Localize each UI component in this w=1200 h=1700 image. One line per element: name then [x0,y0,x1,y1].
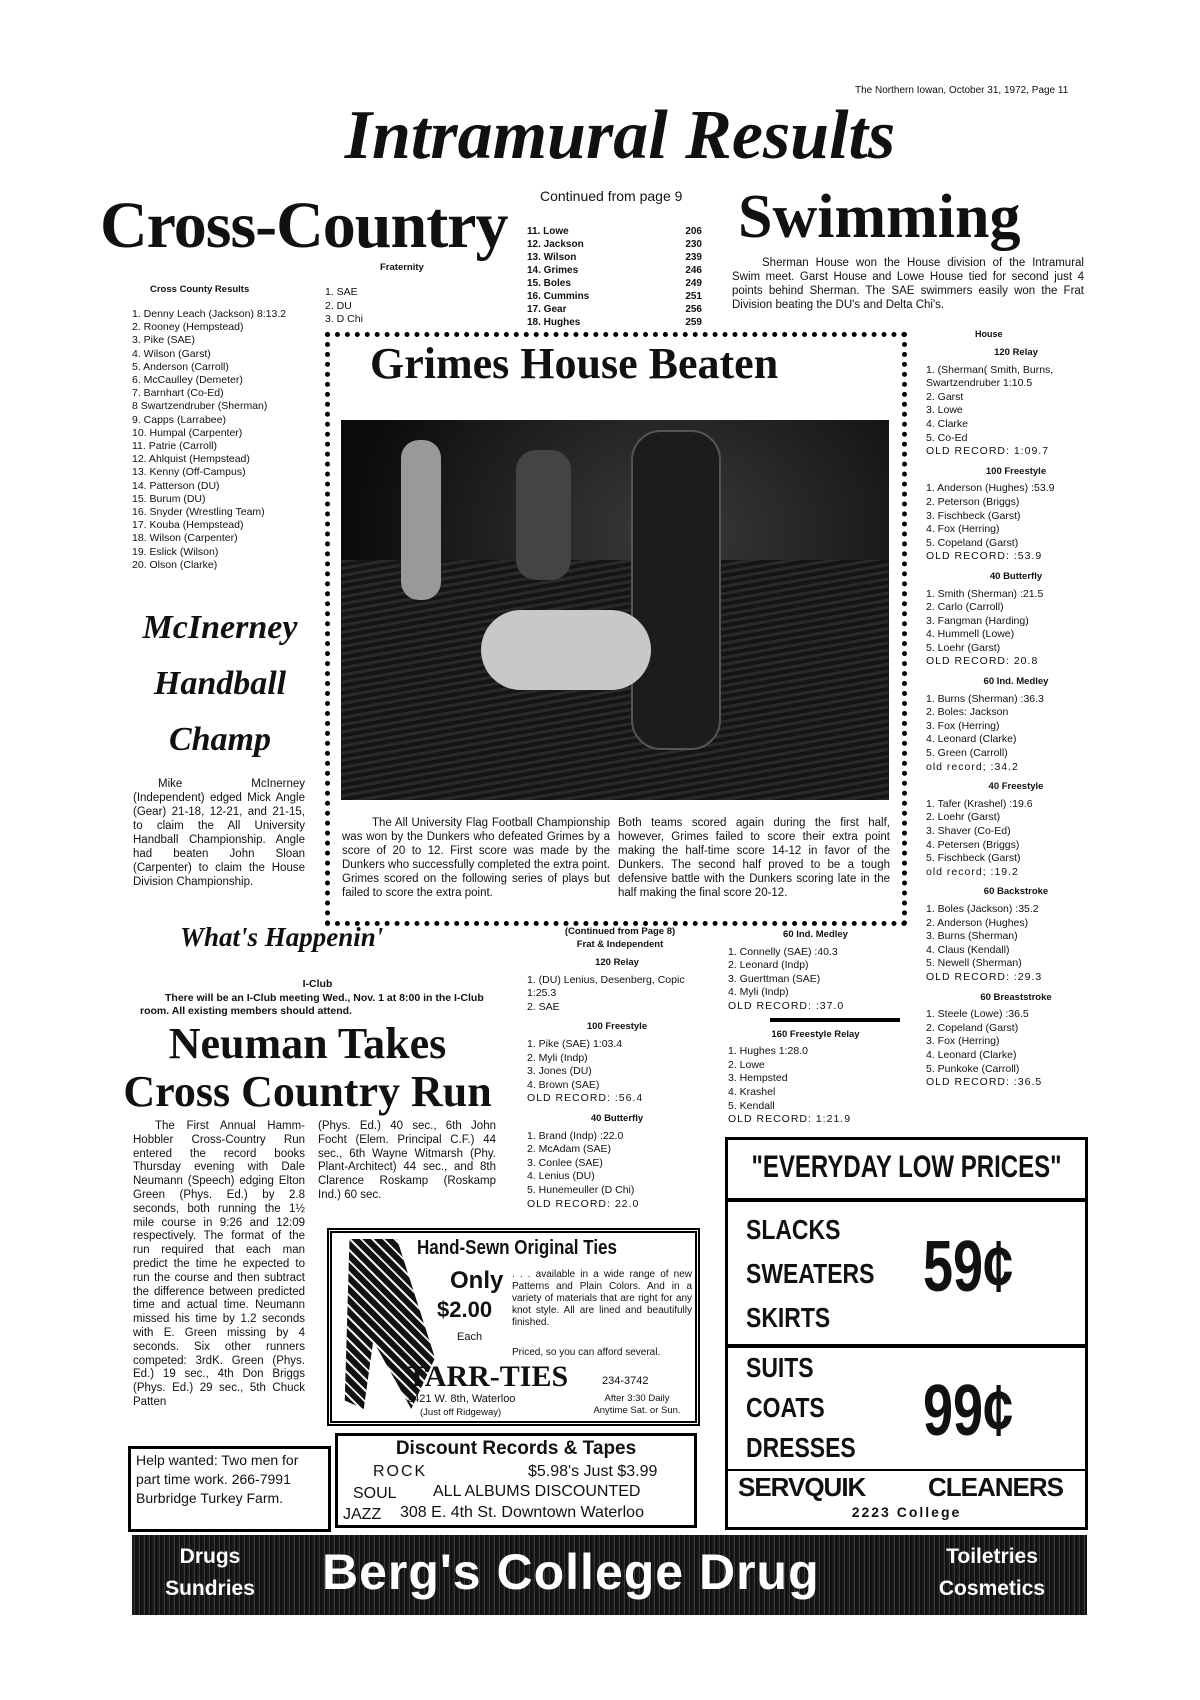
result-line: 1. Boles (Jackson) :35.2 [926,902,1039,915]
price-59: 59¢ [923,1227,1014,1307]
event-block [728,928,903,1014]
old-record: OLD RECORD: 1:21.9 [728,1113,852,1126]
fraternity-title: Fraternity [380,262,424,273]
team-cell: 17. Gear [527,304,567,315]
ties-title: Hand-Sewn Original Ties [417,1237,617,1259]
event-title: 60 Breaststroke [980,991,1052,1003]
result-line: 3. Fischbeck (Garst) [926,509,1021,522]
heading-line: Handball [153,665,287,702]
result-line: 5. Punkoke (Carroll) [926,1062,1020,1075]
team-cell: 18. Hughes [527,317,581,328]
left-line: Sundries [165,1577,255,1600]
points-cell: 246 [685,265,702,276]
records-ad [335,1433,697,1528]
points-cell: 230 [685,239,702,250]
event-title: 40 Freestyle [988,781,1044,793]
event-title: 120 Relay [595,957,639,968]
event-block [926,885,1106,984]
event-title: 40 Butterfly [590,1112,644,1124]
team-cell: 14. Grimes [527,265,579,276]
list-item: 8 Swartzendruber (Sherman) [132,400,268,413]
list-item: 2. DU [325,299,352,312]
list-item: 5. Anderson (Carroll) [132,360,229,373]
right-line: Cosmetics [938,1577,1046,1600]
hours-line: After 3:30 Daily [604,1393,670,1404]
continued-note: (Continued from Page 8) [564,926,676,937]
item: SWEATERS [746,1258,875,1289]
list-item: 13. Kenny (Off-Campus) [132,466,246,479]
old-record: OLD RECORD: :36.5 [926,1076,1043,1089]
team-cell: 11. Lowe [527,226,569,237]
points-cell: 239 [685,252,702,263]
list-item: 19. Eslick (Wilson) [132,545,219,558]
result-line: 1. Smith (Sherman) :21.5 [926,587,1044,600]
heading-line: Champ [168,721,272,758]
old-record: OLD RECORD: 22.0 [527,1197,640,1210]
neuman-col2: (Phys. Ed.) 40 sec., 6th John Focht (Elem. Principal C.F.) 44 sec., 6th Wayne Witmarsh (Phy. Plant-Architect) 44 sec., and 8th Clarence Roskamp (Roskamp Ind.) 60 sec. [318,1120,496,1201]
house-events [926,342,1106,1096]
hours-line: Anytime Sat. or Sun. [593,1405,681,1416]
list-item: 11. Patrie (Carroll) [132,440,217,453]
result-line: 5. Newell (Sherman) [926,957,1022,970]
page-title: Intramural Results [344,97,896,174]
result-line: 1. Anderson (Hughes) :53.9 [926,482,1055,495]
divider [728,1198,1085,1202]
divider [728,1469,1085,1471]
player-figure [481,610,651,690]
results-title: Cross County Results [150,284,250,295]
ties-only: Only [450,1267,504,1294]
result-line: 3. Fox (Herring) [926,719,1000,732]
heading-line: Cross Country Run [123,1067,492,1116]
table-row [527,316,702,329]
football-heading: Grimes House Beaten [370,339,779,388]
event-block [926,780,1106,879]
result-line: 5. Copeland (Garst) [926,536,1019,549]
list-item: 2. Rooney (Hempstead) [132,321,244,334]
divider [770,1018,900,1022]
result-line: 4. Lenius (DU) [527,1170,595,1183]
page-line: The Northern Iowan, October 31, 1972, Page 11 [855,85,1069,96]
result-line: 1. Brand (Indp) :22.0 [527,1129,624,1142]
football-col1: The All University Flag Football Championship was won by the Dunkers who defeated Grimes by a score of 20 to 12. First score was made by the Dunkers who successfully completed the extra point. Grimes scored on the following series of plays but failed to score the extra point. [342,817,610,899]
neuman-col1: The First Annual Hamm-Hobbler Cross-Country Run entered the record books Thursday evening with Dale Neumann (Speech) edging Elton Green (Phys. Ed.) by 2.8 seconds, both running the 1½ mile course in 9:26 and 12:09 respectively. The format of the run required that each man predict the time he expected to run the course and then subtract the difference between predicted time and actual time. Neumann missed his time by 1.2 seconds with E. Green missing by 4 seconds. Six other runners competed: 3rdK. Green (Phys. Ed.) 19 sec., 4th Don Briggs (Phys. Ed.) 29 sec., 5th Chuck Patten [133,1120,305,1408]
result-line: 3. Shaver (Co-Ed) [926,825,1011,837]
event-title: 160 Freestyle Relay [771,1028,860,1040]
event-block [527,1112,707,1211]
old-record: OLD RECORD: :37.0 [728,999,845,1012]
ties-phone: 234-3742 [602,1375,649,1387]
list-item: 16. Snyder (Wrestling Team) [132,506,265,519]
group1-items [746,1208,874,1340]
result-line: 2. Copeland (Garst) [926,1021,1019,1034]
group2-items [746,1348,856,1468]
list-item: 20. Olson (Clarke) [132,558,218,571]
cross-country-results [132,308,286,572]
list-item: 4. Wilson (Garst) [132,347,211,360]
football-photo [341,420,889,800]
old-record: old record; :19.2 [926,865,1019,878]
iclub-body: There will be an I-Club meeting Wed., Nov. 1 at 8:00 in the I-Club room. All existing members should attend. [140,992,484,1017]
frat-events [527,952,707,1217]
cleaners-name-2: CLEANERS [928,1472,1064,1502]
heading-line: McInerney [142,609,298,646]
house-title: House [975,329,1003,339]
result-line: 5. Loehr (Garst) [926,641,1001,654]
result-line: 3. Hempsted [728,1072,788,1085]
table-row [527,303,702,316]
event-block [926,675,1106,774]
cross-country-heading: Cross-Country [100,189,508,262]
price-99: 99¢ [923,1371,1014,1451]
result-line: 1. (DU) Lenius, Desenberg, Copic 1:25.3 [527,973,685,1000]
handball-body: Mike McInerney (Independent) edged Mick Angle (Gear) 21-18, 12-21, and 21-15, to claim the All University Handball Championship. Angle had beaten John Sloan (Carpenter) to claim the House Division Championship. [133,778,305,888]
result-line: 5. Kendall [728,1099,775,1112]
heading-line: Neuman Takes [168,1019,447,1068]
cleaners-address: 2223 College [851,1504,962,1520]
table-row [527,264,702,277]
cleaners-name: SERVQUIK [738,1472,866,1502]
result-line: 5. Green (Carroll) [926,747,1008,760]
swimming-heading: Swimming [738,183,1021,251]
ties-hours [577,1393,697,1417]
ties-description: . . . available in a wide range of new Patterns and Plain Colors. And in a variety of materials that are right for any knot style. All are lined and beautifully finished. [512,1269,692,1328]
result-line: 1. (Sherman( Smith, Burns, Swartzendruber 1:10.5 [926,363,1054,390]
result-line: 2. Lowe [728,1058,765,1071]
table-row [527,238,702,251]
result-line: 1. Pike (SAE) 1:03.4 [527,1037,623,1050]
player-figure [631,430,721,750]
event-title: 40 Butterfly [989,570,1043,582]
result-line: 1. Connelly (SAE) :40.3 [728,945,838,958]
ties-ad [327,1228,700,1426]
old-record: OLD RECORD: 1:09.7 [926,445,1050,458]
player-figure [516,450,571,580]
table-row [527,251,702,264]
result-line: 2. SAE [527,1000,560,1013]
genre-soul: SOUL [353,1485,397,1502]
list-item: 3. Pike (SAE) [132,334,196,347]
result-line: 2. Myli (Indp) [527,1051,588,1064]
event-title: 120 Relay [994,347,1038,358]
handball-heading [115,600,325,768]
result-line: 3. Guerttman (SAE) [728,972,821,985]
event-block [926,570,1106,669]
result-line: 2. Leonard (Indp) [728,959,809,972]
genre-jazz: JAZZ [343,1506,382,1523]
result-line: 4. Brown (SAE) [527,1078,600,1091]
list-item: 12. Ahlquist (Hempstead) [132,453,250,466]
result-line: 2. Boles: Jackson [926,706,1009,719]
points-cell: 256 [685,304,702,315]
drug-ad-banner [132,1535,1087,1615]
cleaners-ad [725,1137,1088,1530]
result-line: 4. Petersen (Briggs) [926,838,1020,851]
continued-note: Continued from page 9 [540,188,683,204]
result-line: 3. Jones (DU) [527,1065,592,1078]
team-cell: 15. Boles [527,278,571,289]
event-block [527,1020,707,1106]
list-item: 1. Denny Leach (Jackson) 8:13.2 [132,308,287,320]
event-block [926,346,1106,459]
item: SKIRTS [746,1302,831,1333]
table-row [527,225,702,238]
event-block [926,991,1106,1090]
result-line: 1. Hughes 1:28.0 [728,1045,808,1058]
old-record: old record; :34.2 [926,760,1019,773]
list-item: 15. Burum (DU) [132,492,206,505]
genre-rock: ROCK [373,1463,428,1480]
table-row [527,277,702,290]
event-title: 60 Backstroke [983,886,1049,898]
result-line: 4. Fox (Herring) [926,523,1000,536]
result-line: 3. Fangman (Harding) [926,614,1029,627]
item: SUITS [746,1352,814,1383]
list-item: 3. D Chi [325,313,363,326]
result-line: 4. Clarke [926,417,969,430]
points-cell: 206 [685,226,702,237]
frat-events-2 [728,924,903,1133]
ties-price: $2.00 [437,1297,493,1322]
item: DRESSES [746,1432,856,1463]
team-cell: 13. Wilson [527,252,577,263]
help-wanted-ad: Help wanted: Two men for part time work. 266-7991 Burbridge Turkey Farm. [128,1446,331,1532]
result-line: 2. Carlo (Carroll) [926,601,1004,614]
list-item: 1. SAE [325,286,358,298]
ties-address: 2421 W. 8th, Waterloo [407,1393,516,1405]
football-col2: Both teams scored again during the first half, however, Grimes failed to score their extra point making the half-time score 14-12 in favor of the Dunkers. The second half proved to be a tough defensive battle with the Dunkers scoring late in the half making the final score 20-12. [618,817,890,899]
drug-store-name: Berg's College Drug [322,1544,820,1600]
list-item: 6. McCaulley (Demeter) [132,374,243,387]
list-item: 9. Capps (Larrabee) [132,413,226,426]
item: COATS [746,1392,825,1423]
records-address: 308 E. 4th St. Downtown Waterloo [400,1504,644,1521]
item: SLACKS [746,1214,841,1245]
ties-address-2: (Just off Ridgeway) [420,1407,502,1418]
cleaners-slogan: "EVERYDAY LOW PRICES" [751,1149,1062,1185]
frat-header [530,925,710,951]
result-line: 5. Hunemeuller (D Chi) [527,1183,635,1196]
list-item: 17. Kouba (Hempstead) [132,519,244,532]
result-line: 5. Co-Ed [926,431,968,444]
ties-each: Each [457,1331,483,1343]
points-cell: 249 [685,278,702,289]
result-line: 2. Anderson (Hughes) [926,916,1029,929]
result-line: 4. Hummell (Lowe) [926,628,1015,641]
frat-title: Frat & Independent [576,939,664,950]
ties-brand: TARR-TIES [407,1360,569,1393]
list-item: 7. Barnhart (Co-Ed) [132,387,224,400]
iclub-title: I-Club [302,978,333,990]
table-row [527,290,702,303]
happenin-heading: What's Happenin' [180,922,384,952]
list-item: 18. Wilson (Carpenter) [132,532,238,545]
event-block [926,465,1106,564]
neuman-heading [100,1020,515,1116]
left-line: Drugs [179,1545,241,1568]
result-line: 4. Leonard (Clarke) [926,1048,1017,1061]
records-discount: ALL ALBUMS DISCOUNTED [433,1483,641,1500]
swimming-intro: Sherman House won the House division of the Intramural Swim meet. Garst House and Lowe House tied for second just 4 points behind Sherman. The SAE swimmers easily won the Frat Division beating the DU's and Delta Chi's. [732,257,1084,311]
event-title: 60 Ind. Medley [983,676,1049,688]
ties-tagline: Priced, so you can afford several. [512,1347,661,1358]
result-line: 4. Claus (Kendall) [926,943,1010,956]
event-title: 100 Freestyle [586,1021,648,1033]
result-line: 3. Lowe [926,404,963,417]
list-item: 14. Patterson (DU) [132,479,220,492]
result-line: 5. Fischbeck (Garst) [926,852,1021,865]
result-line: 3. Fox (Herring) [926,1035,1000,1048]
fraternity-results [325,286,363,327]
right-line: Toiletries [946,1545,1038,1568]
continued-table [527,225,702,329]
list-item: 10. Humpal (Carpenter) [132,426,243,439]
old-record: OLD RECORD: :53.9 [926,550,1043,563]
drug-ad-right [922,1541,1062,1605]
result-line: 1. Tafer (Krashel) :19.6 [926,797,1033,810]
records-price: $5.98's Just $3.99 [528,1463,658,1480]
records-title: Discount Records & Tapes [395,1438,637,1459]
result-line: 4. Myli (Indp) [728,986,789,999]
event-block [527,956,707,1014]
team-cell: 12. Jackson [527,239,584,250]
result-line: 4. Leonard (Clarke) [926,733,1017,746]
points-cell: 251 [685,291,702,302]
old-record: OLD RECORD: 20.8 [926,655,1039,668]
result-line: 2. Peterson (Briggs) [926,495,1020,508]
drug-ad-left [160,1541,260,1605]
event-block [728,1028,903,1127]
points-cell: 259 [685,317,702,328]
result-line: 3. Burns (Sherman) [926,930,1018,943]
event-title: 60 Ind. Medley [783,929,848,940]
event-title: 100 Freestyle [985,465,1047,477]
result-line: 2. Garst [926,390,964,403]
team-cell: 16. Cummins [527,291,590,302]
result-line: 2. McAdam (SAE) [527,1143,612,1156]
old-record: OLD RECORD: :56.4 [527,1092,644,1105]
result-line: 2. Loehr (Garst) [926,811,1001,824]
result-line: 3. Conlee (SAE) [527,1156,603,1169]
result-line: 1. Steele (Lowe) :36.5 [926,1008,1029,1021]
result-line: 1. Burns (Sherman) :36.3 [926,692,1044,705]
old-record: OLD RECORD: :29.3 [926,970,1043,983]
result-line: 4. Krashel [728,1085,776,1098]
player-figure [401,440,441,600]
